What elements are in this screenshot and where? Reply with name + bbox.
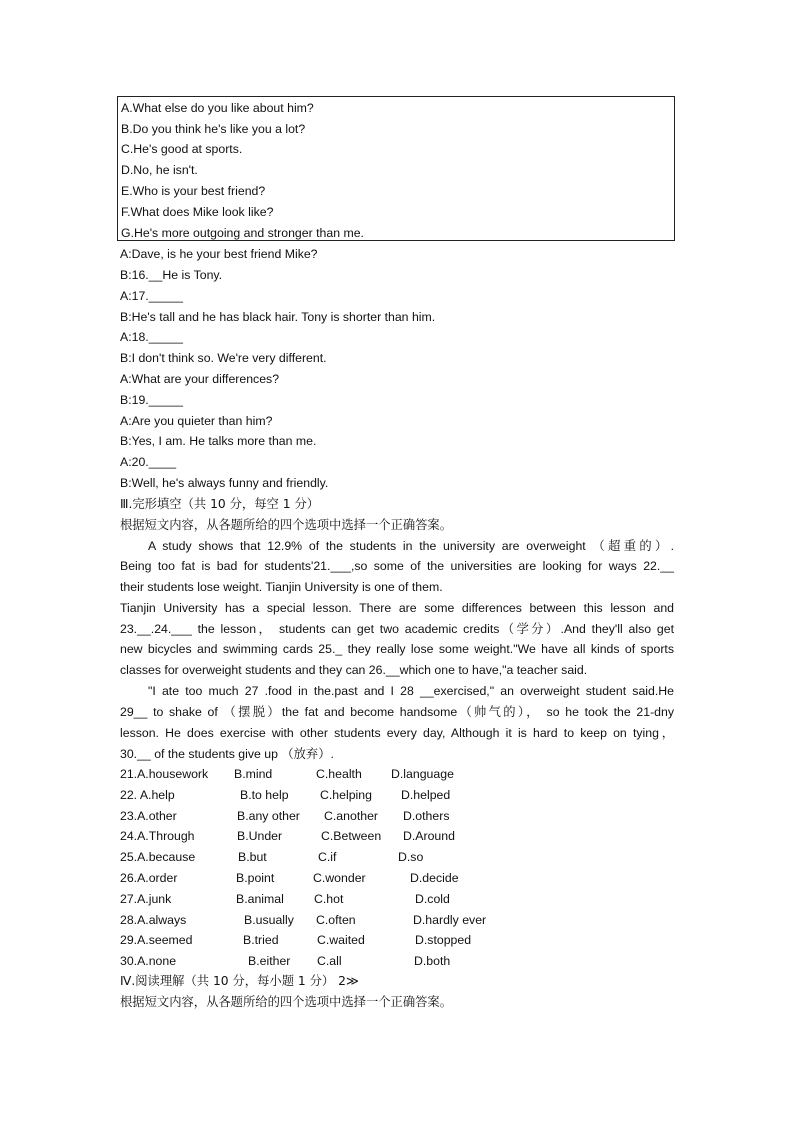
dialogue-line: A:Are you quieter than him? — [120, 414, 273, 428]
option-b: B.Do you think he's like you a lot? — [121, 122, 306, 136]
dialogue-line: B:Yes, I am. He talks more than me. — [120, 434, 317, 448]
choice-option-d: D.helped — [401, 787, 451, 802]
choice-option-d: D.so — [398, 850, 424, 865]
choice-option-a: 23.A.other — [120, 808, 177, 823]
option-e: E.Who is your best friend? — [121, 184, 266, 198]
dialogue-line: A:18._____ — [120, 330, 183, 344]
choice-option-b: B.usually — [244, 912, 294, 927]
choice-option-d: D.decide — [410, 871, 459, 885]
choice-option-a: 28.A.always — [120, 912, 187, 927]
passage-line: "I ate too much 27 .food in the.past and I 28 __exercised," an overweight student said.He — [148, 684, 674, 698]
passage-line: their students lose weight. Tianjin University is one of them. — [120, 580, 443, 594]
choice-option-b: B.mind — [234, 767, 273, 781]
option-c: C.He's good at sports. — [121, 142, 243, 156]
option-g: G.He's more outgoing and stronger than me. — [121, 226, 364, 240]
passage-line: A study shows that 12.9% of the students in the university are overweight （超重的）. — [148, 539, 674, 553]
choice-option-d: D.cold — [415, 891, 450, 906]
dialogue-line: B:16.__He is Tony. — [120, 268, 223, 282]
dialogue-line: B:He's tall and he has black hair. Tony is shorter than him. — [120, 310, 436, 324]
choice-option-b: B.any other — [237, 808, 300, 823]
choice-option-a: 30.A.none — [120, 954, 177, 969]
section-3-title: Ⅲ.完形填空（共 10 分，每空 1 分） — [120, 497, 320, 511]
choice-option-c: C.often — [316, 912, 356, 927]
section-4-instruction: 根据短文内容，从各题所给的四个选项中选择一个正确答案。 — [120, 995, 453, 1009]
choice-option-b: B.point — [236, 871, 275, 885]
dialogue-line: A:What are your differences? — [120, 372, 280, 386]
choice-option-a: 27.A.junk — [120, 891, 172, 906]
choice-option-b: B.tried — [243, 933, 279, 948]
choice-option-b: B.Under — [237, 829, 283, 844]
dialogue-line: B:19._____ — [120, 393, 183, 407]
choice-option-b: B.to help — [240, 787, 289, 802]
option-f: F.What does Mike look like? — [121, 205, 274, 219]
passage-line: new bicycles and swimming cards 25._ they really lose some weight."We have all kinds of sports — [120, 642, 674, 656]
choice-option-d: D.others — [403, 808, 450, 823]
choice-option-d: D.Around — [403, 829, 455, 844]
dialogue-line: A:20.____ — [120, 455, 177, 469]
section-3-instruction: 根据短文内容，从各题所给的四个选项中选择一个正确答案。 — [120, 518, 453, 532]
option-d: D.No, he isn't. — [121, 163, 198, 177]
passage-line: classes for overweight students and they can 26.__which one to have,"a teacher said. — [120, 663, 588, 677]
dialogue-line: A:Dave, is he your best friend Mike? — [120, 247, 318, 261]
passage-line: Being too fat is bad for students'21.___,so some of the universities are looking for ways 22.__ — [120, 559, 674, 573]
choice-option-c: C.another — [324, 808, 379, 823]
dialogue-line: A:17._____ — [120, 289, 183, 303]
choice-option-b: B.animal — [236, 891, 284, 906]
choice-option-b: B.either — [248, 954, 291, 969]
choice-option-a: 21.A.housework — [120, 767, 209, 781]
choice-option-c: C.hot — [314, 891, 344, 906]
option-a: A.What else do you like about him? — [121, 101, 314, 115]
choice-option-d: D.stopped — [415, 933, 472, 948]
choice-option-d: D.hardly ever — [413, 912, 487, 927]
choice-option-d: D.language — [391, 767, 454, 781]
choice-option-c: C.Between — [321, 829, 382, 844]
choice-option-a: 26.A.order — [120, 871, 178, 885]
choice-option-d: D.both — [414, 954, 451, 969]
choice-option-c: C.if — [318, 850, 337, 865]
options-box — [117, 96, 675, 241]
dialogue-line: B:Well, he's always funny and friendly. — [120, 476, 329, 490]
passage-line: 30.__ of the students give up （放弃）. — [120, 747, 334, 761]
passage-line: lesson. He does exercise with other students every day, Although it is hard to keep on tying， — [120, 726, 674, 740]
choice-option-c: C.health — [316, 767, 362, 781]
choice-option-a: 25.A.because — [120, 850, 196, 865]
passage-line: 29__ to shake of （摆脱）the fat and become handsome（帅气的）， so he took the 21-dny — [120, 705, 674, 719]
choice-option-c: C.helping — [320, 787, 372, 802]
choice-option-a: 24.A.Through — [120, 829, 195, 844]
passage-line: 23.__.24.___ the lesson， students can get two academic credits（学分）.And they'll also get — [120, 622, 674, 636]
choice-option-a: 29.A.seemed — [120, 933, 193, 948]
choice-option-b: B.but — [238, 850, 267, 865]
passage-line: Tianjin University has a special lesson. There are some differences between this lesson and — [120, 601, 674, 615]
choice-option-c: C.wonder — [313, 871, 366, 885]
choice-option-c: C.all — [317, 954, 342, 969]
choice-option-c: C.waited — [317, 933, 365, 948]
choice-option-a: 22. A.help — [120, 787, 175, 802]
dialogue-line: B:I don't think so. We're very different. — [120, 351, 327, 365]
section-4-title: Ⅳ.阅读理解（共 10 分，每小题 1 分） 2≫ — [120, 974, 359, 988]
